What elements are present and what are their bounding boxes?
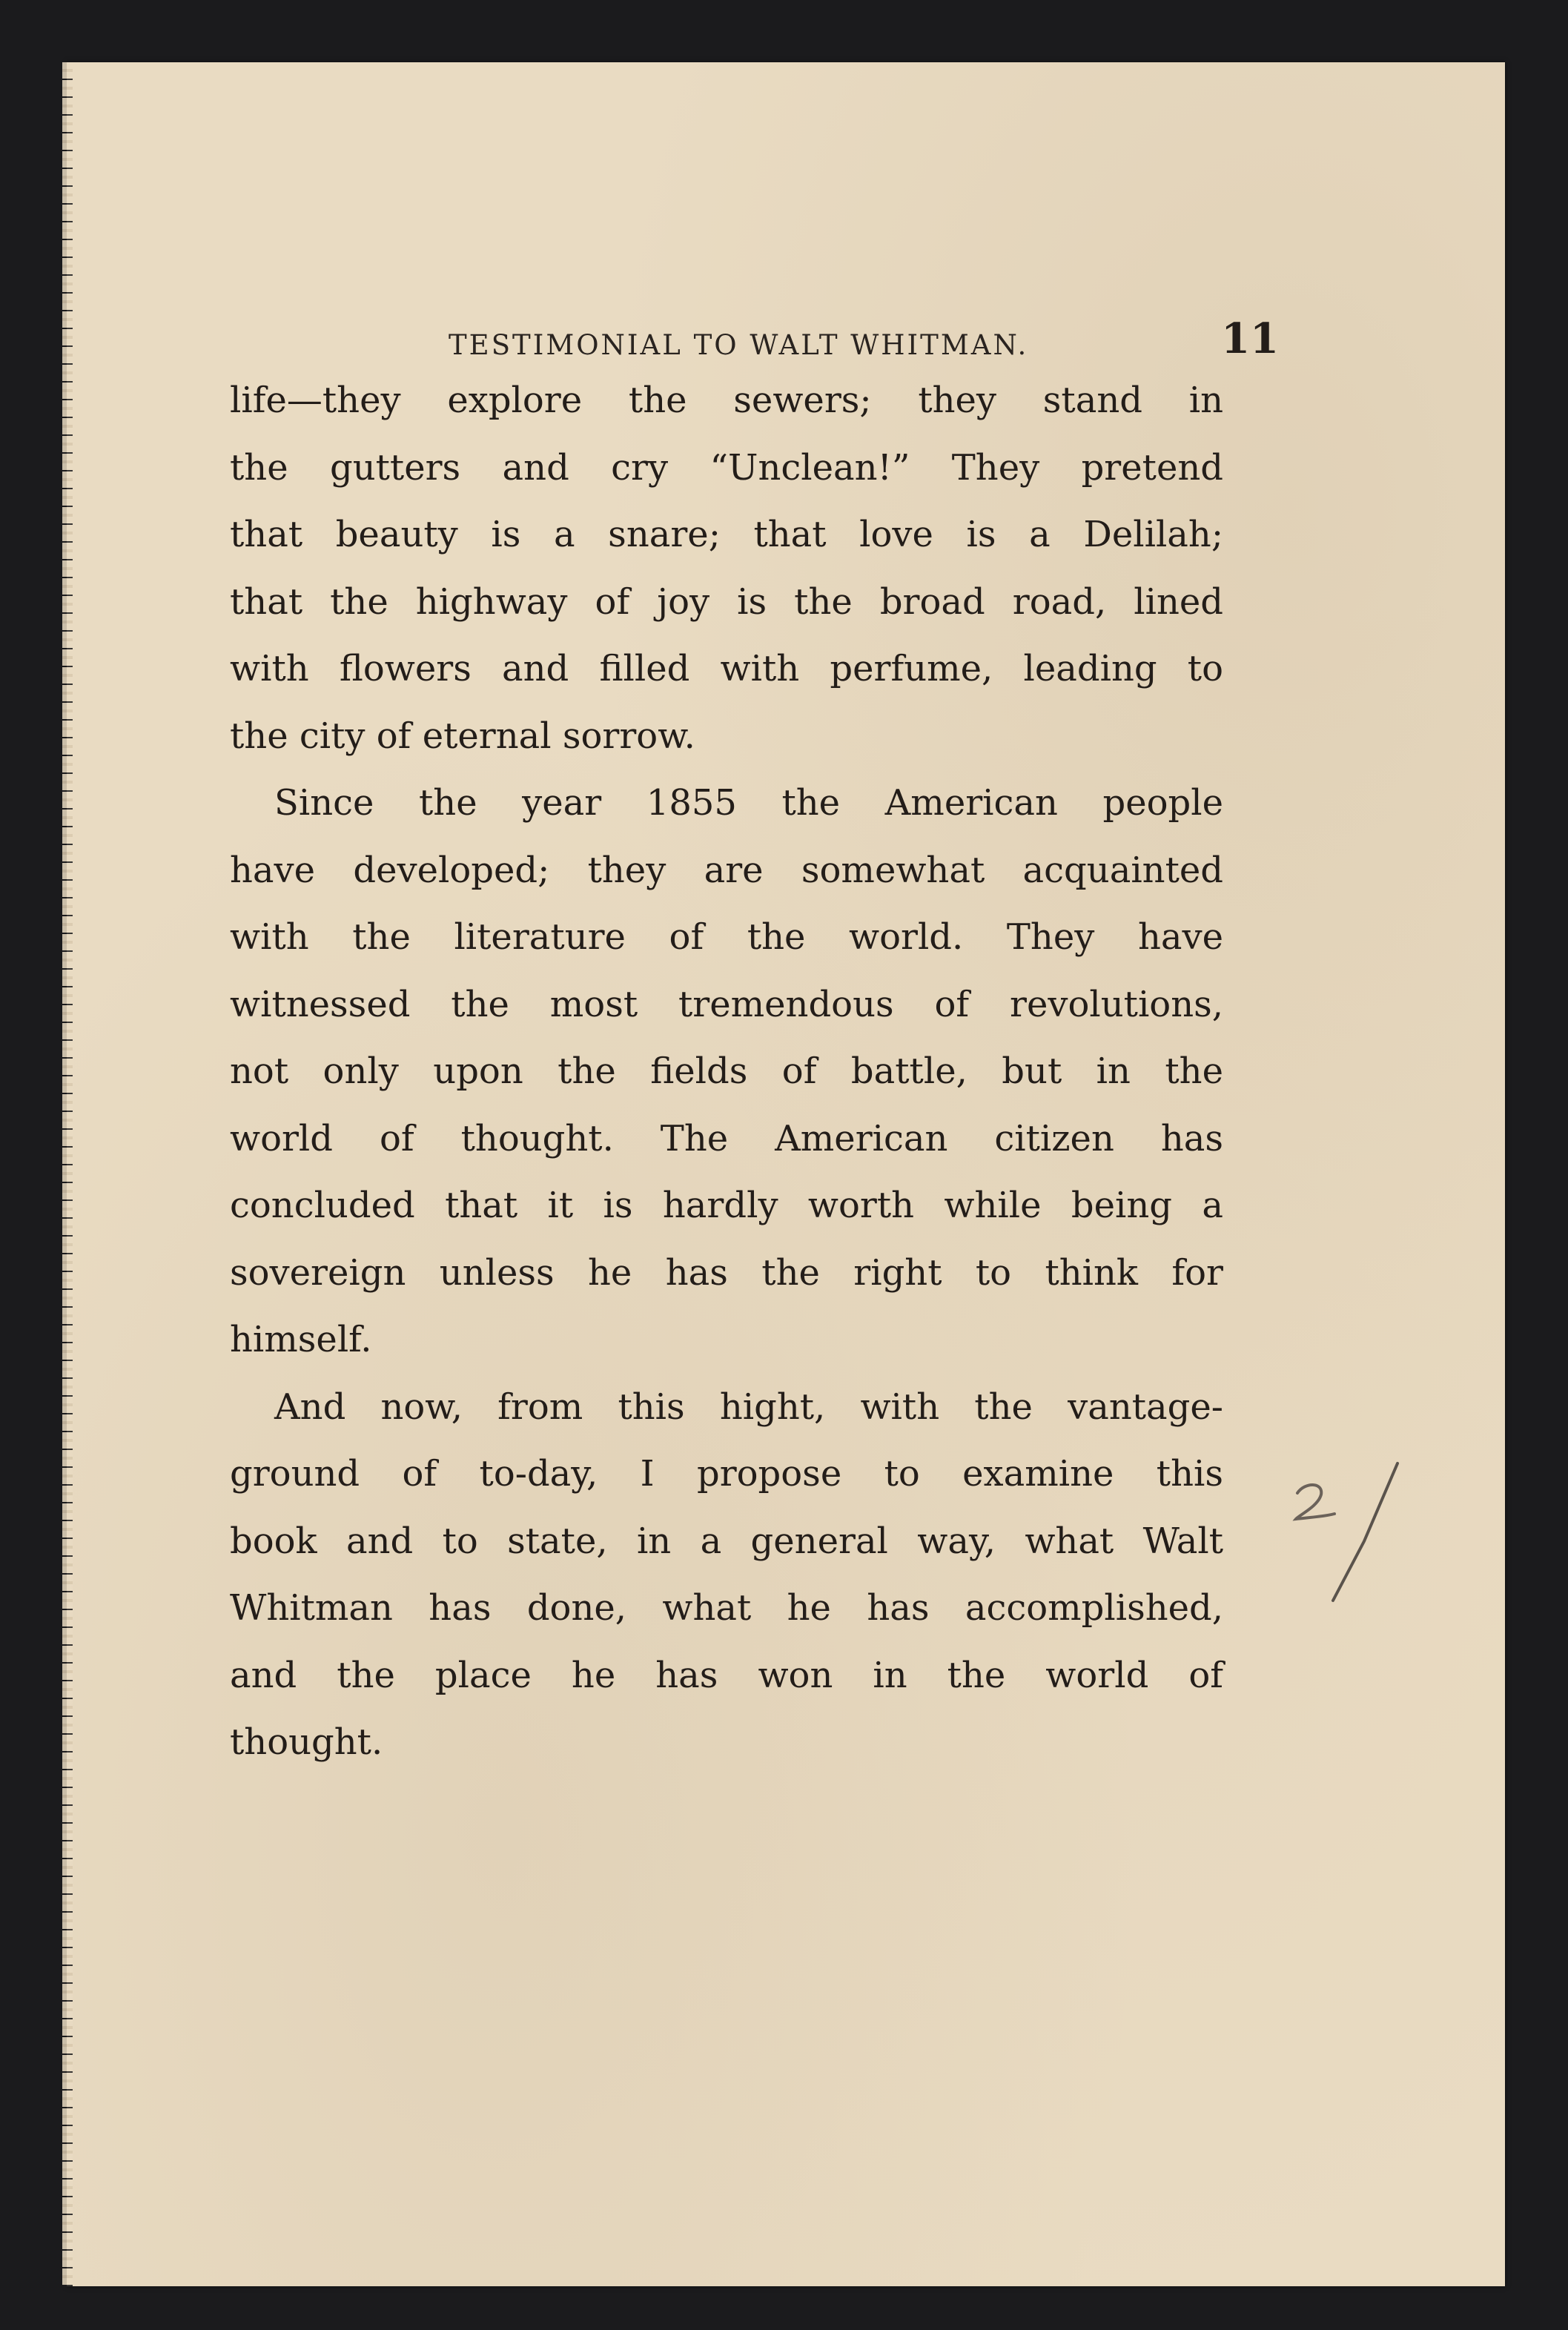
paragraph-2: [230, 770, 1223, 1374]
text-line: and the place he has won in the world of: [230, 1654, 1223, 1696]
running-head: [449, 314, 1338, 374]
text-line: Whitman has done, what he has accomplished,: [230, 1587, 1223, 1629]
text-line: world of thought. The American citizen has: [230, 1117, 1223, 1159]
text-line: the city of eternal sorrow.: [230, 715, 695, 757]
text-line: And now, from this hight, with the vantage-: [274, 1386, 1223, 1428]
text-line: ground of to-day, I propose to examine this: [230, 1453, 1223, 1495]
handwritten-margin-mark: [1253, 1449, 1438, 1612]
paragraph-3: [230, 1374, 1223, 1776]
text-line: that the highway of joy is the broad road, lined: [230, 580, 1223, 623]
text-line: with the literature of the world. They have: [230, 916, 1223, 958]
text-line: not only upon the fields of battle, but in the: [230, 1050, 1223, 1092]
text-line: book and to state, in a general way, what Walt: [230, 1520, 1223, 1562]
text-line: Since the year 1855 the American people: [274, 782, 1223, 824]
text-line: himself.: [230, 1319, 372, 1360]
text-line: have developed; they are somewhat acquainted: [230, 849, 1223, 891]
running-title: TESTIMONIAL TO WALT WHITMAN.: [449, 329, 1029, 361]
page-number: 11: [1221, 314, 1279, 363]
paragraph-1: [230, 367, 1223, 770]
text-line: witnessed the most tremendous of revolutions,: [230, 983, 1223, 1025]
pencil-mark-icon: [1253, 1449, 1438, 1612]
body-text: [230, 367, 1223, 1776]
text-line: with flowers and filled with perfume, leading to: [230, 648, 1223, 689]
text-line: thought.: [230, 1721, 383, 1763]
text-line: that beauty is a snare; that love is a Delilah;: [230, 514, 1223, 555]
text-line: the gutters and cry “Unclean!” They pretend: [230, 446, 1223, 489]
text-line: sovereign unless he has the right to think for: [230, 1251, 1223, 1294]
text-line: life—they explore the sewers; they stand in: [230, 380, 1223, 421]
text-line: concluded that it is hardly worth while being a: [230, 1185, 1223, 1226]
